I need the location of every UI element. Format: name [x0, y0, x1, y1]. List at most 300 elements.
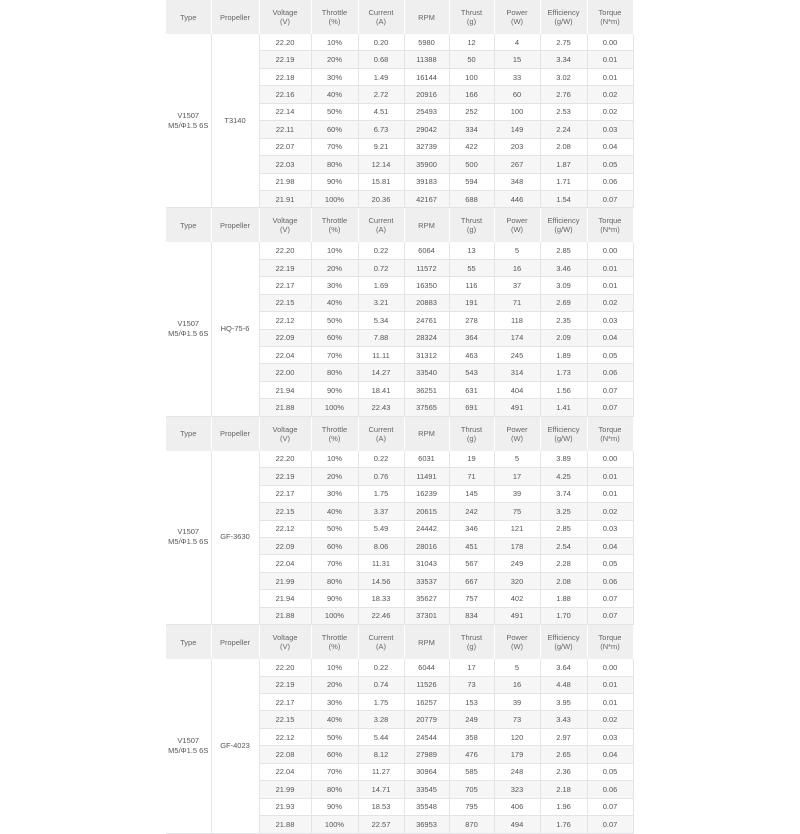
cell-torque: 0.05 — [587, 763, 633, 780]
cell-rpm: 24442 — [404, 520, 449, 537]
cell-efficiency: 2.09 — [540, 329, 587, 346]
cell-throttle: 60% — [311, 537, 358, 554]
cell-voltage: 22.04 — [259, 763, 311, 780]
cell-throttle: 100% — [311, 607, 358, 624]
cell-power: 402 — [494, 590, 540, 607]
cell-torque: 0.05 — [587, 555, 633, 572]
cell-rpm: 6031 — [404, 451, 449, 468]
cell-efficiency: 2.85 — [540, 242, 587, 259]
cell-rpm: 31312 — [404, 347, 449, 364]
cell-thrust: 631 — [449, 381, 494, 398]
cell-throttle: 80% — [311, 364, 358, 381]
cell-current: 3.28 — [358, 711, 404, 728]
motor-test-table — [166, 0, 634, 834]
cell-thrust: 691 — [449, 399, 494, 416]
cell-throttle: 100% — [311, 190, 358, 207]
cell-power: 17 — [494, 468, 540, 485]
header-type: Type — [166, 625, 211, 660]
header-power: Power (W) — [494, 208, 540, 243]
cell-current: 0.72 — [358, 259, 404, 276]
cell-torque: 0.03 — [587, 728, 633, 745]
table-row — [166, 34, 633, 51]
table-row — [166, 659, 633, 676]
cell-thrust: 667 — [449, 572, 494, 589]
header-type: Type — [166, 208, 211, 243]
cell-power: 71 — [494, 294, 540, 311]
cell-efficiency: 2.35 — [540, 312, 587, 329]
cell-torque: 0.00 — [587, 34, 633, 51]
cell-voltage: 22.04 — [259, 555, 311, 572]
cell-power: 248 — [494, 763, 540, 780]
cell-rpm: 16144 — [404, 68, 449, 85]
cell-throttle: 80% — [311, 156, 358, 173]
cell-torque: 0.03 — [587, 312, 633, 329]
cell-thrust: 252 — [449, 103, 494, 120]
header-thrust: Thrust (g) — [449, 416, 494, 451]
table-row — [166, 451, 633, 468]
cell-throttle: 20% — [311, 468, 358, 485]
cell-thrust: 757 — [449, 590, 494, 607]
cell-thrust: 705 — [449, 781, 494, 798]
cell-throttle: 10% — [311, 659, 358, 676]
header-row — [166, 208, 633, 243]
header-throttle: Throttle (%) — [311, 416, 358, 451]
cell-voltage: 22.14 — [259, 103, 311, 120]
cell-rpm: 16257 — [404, 694, 449, 711]
cell-rpm: 36251 — [404, 381, 449, 398]
cell-rpm: 16350 — [404, 277, 449, 294]
cell-throttle: 30% — [311, 277, 358, 294]
cell-torque: 0.06 — [587, 572, 633, 589]
cell-rpm: 11491 — [404, 468, 449, 485]
cell-throttle: 50% — [311, 520, 358, 537]
cell-current: 1.75 — [358, 694, 404, 711]
cell-thrust: 364 — [449, 329, 494, 346]
cell-throttle: 60% — [311, 329, 358, 346]
cell-current: 5.44 — [358, 728, 404, 745]
cell-torque: 0.00 — [587, 242, 633, 259]
cell-throttle: 90% — [311, 381, 358, 398]
cell-voltage: 22.20 — [259, 242, 311, 259]
cell-current: 6.73 — [358, 121, 404, 138]
cell-torque: 0.04 — [587, 537, 633, 554]
cell-torque: 0.01 — [587, 277, 633, 294]
cell-efficiency: 1.71 — [540, 173, 587, 190]
header-throttle: Throttle (%) — [311, 625, 358, 660]
header-propeller: Propeller — [211, 625, 259, 660]
cell-thrust: 476 — [449, 746, 494, 763]
header-current: Current (A) — [358, 625, 404, 660]
cell-power: 5 — [494, 659, 540, 676]
cell-thrust: 567 — [449, 555, 494, 572]
cell-power: 39 — [494, 485, 540, 502]
motor-type-cell: V1507 M5/Φ1.5 6S — [166, 659, 211, 833]
cell-torque: 0.07 — [587, 190, 633, 207]
cell-thrust: 50 — [449, 51, 494, 68]
header-voltage: Voltage (V) — [259, 0, 311, 34]
cell-power: 149 — [494, 121, 540, 138]
cell-voltage: 22.17 — [259, 694, 311, 711]
cell-power: 203 — [494, 138, 540, 155]
cell-thrust: 191 — [449, 294, 494, 311]
cell-thrust: 55 — [449, 259, 494, 276]
cell-voltage: 22.20 — [259, 659, 311, 676]
cell-voltage: 22.19 — [259, 676, 311, 693]
cell-voltage: 21.88 — [259, 399, 311, 416]
header-propeller: Propeller — [211, 208, 259, 243]
cell-voltage: 21.98 — [259, 173, 311, 190]
motor-type-cell: V1507 M5/Φ1.5 6S — [166, 451, 211, 625]
cell-thrust: 73 — [449, 676, 494, 693]
header-rpm: RPM — [404, 416, 449, 451]
cell-torque: 0.01 — [587, 51, 633, 68]
cell-throttle: 10% — [311, 34, 358, 51]
cell-voltage: 22.19 — [259, 468, 311, 485]
cell-rpm: 5980 — [404, 34, 449, 51]
cell-voltage: 22.15 — [259, 711, 311, 728]
cell-throttle: 90% — [311, 590, 358, 607]
cell-efficiency: 2.24 — [540, 121, 587, 138]
cell-current: 0.74 — [358, 676, 404, 693]
cell-thrust: 71 — [449, 468, 494, 485]
cell-voltage: 22.00 — [259, 364, 311, 381]
cell-efficiency: 2.85 — [540, 520, 587, 537]
cell-voltage: 22.20 — [259, 451, 311, 468]
cell-torque: 0.07 — [587, 798, 633, 815]
cell-torque: 0.05 — [587, 347, 633, 364]
cell-current: 14.27 — [358, 364, 404, 381]
cell-thrust: 334 — [449, 121, 494, 138]
cell-current: 18.33 — [358, 590, 404, 607]
cell-power: 491 — [494, 607, 540, 624]
cell-power: 16 — [494, 676, 540, 693]
cell-throttle: 20% — [311, 51, 358, 68]
cell-voltage: 22.09 — [259, 329, 311, 346]
header-propeller: Propeller — [211, 0, 259, 34]
cell-efficiency: 2.36 — [540, 763, 587, 780]
cell-power: 60 — [494, 86, 540, 103]
cell-power: 16 — [494, 259, 540, 276]
cell-current: 3.21 — [358, 294, 404, 311]
cell-power: 15 — [494, 51, 540, 68]
cell-rpm: 42167 — [404, 190, 449, 207]
cell-efficiency: 3.09 — [540, 277, 587, 294]
cell-torque: 0.03 — [587, 520, 633, 537]
cell-efficiency: 2.08 — [540, 572, 587, 589]
cell-power: 121 — [494, 520, 540, 537]
cell-voltage: 22.19 — [259, 259, 311, 276]
cell-current: 14.56 — [358, 572, 404, 589]
cell-thrust: 594 — [449, 173, 494, 190]
cell-power: 406 — [494, 798, 540, 815]
cell-voltage: 22.17 — [259, 277, 311, 294]
cell-voltage: 22.12 — [259, 312, 311, 329]
cell-efficiency: 3.34 — [540, 51, 587, 68]
cell-voltage: 22.20 — [259, 34, 311, 51]
cell-voltage: 22.16 — [259, 86, 311, 103]
cell-efficiency: 1.87 — [540, 156, 587, 173]
cell-voltage: 22.11 — [259, 121, 311, 138]
cell-power: 75 — [494, 503, 540, 520]
cell-efficiency: 1.89 — [540, 347, 587, 364]
cell-thrust: 500 — [449, 156, 494, 173]
cell-throttle: 40% — [311, 86, 358, 103]
cell-voltage: 22.15 — [259, 503, 311, 520]
cell-efficiency: 2.28 — [540, 555, 587, 572]
header-voltage: Voltage (V) — [259, 208, 311, 243]
propeller-cell: HQ-75-6 — [211, 242, 259, 416]
cell-torque: 0.02 — [587, 503, 633, 520]
cell-torque: 0.05 — [587, 156, 633, 173]
cell-power: 267 — [494, 156, 540, 173]
propeller-cell: GF-4023 — [211, 659, 259, 833]
cell-efficiency: 2.54 — [540, 537, 587, 554]
cell-thrust: 100 — [449, 68, 494, 85]
cell-throttle: 50% — [311, 728, 358, 745]
cell-power: 245 — [494, 347, 540, 364]
cell-current: 0.68 — [358, 51, 404, 68]
cell-rpm: 24544 — [404, 728, 449, 745]
cell-thrust: 242 — [449, 503, 494, 520]
cell-throttle: 80% — [311, 781, 358, 798]
cell-rpm: 11388 — [404, 51, 449, 68]
cell-efficiency: 1.73 — [540, 364, 587, 381]
cell-torque: 0.01 — [587, 485, 633, 502]
cell-power: 494 — [494, 816, 540, 833]
cell-rpm: 33537 — [404, 572, 449, 589]
cell-efficiency: 1.54 — [540, 190, 587, 207]
cell-torque: 0.07 — [587, 381, 633, 398]
cell-power: 118 — [494, 312, 540, 329]
cell-current: 0.76 — [358, 468, 404, 485]
cell-efficiency: 3.89 — [540, 451, 587, 468]
header-efficiency: Efficiency (g/W) — [540, 625, 587, 660]
cell-voltage: 21.88 — [259, 607, 311, 624]
cell-rpm: 25493 — [404, 103, 449, 120]
header-row — [166, 625, 633, 660]
cell-thrust: 346 — [449, 520, 494, 537]
cell-power: 100 — [494, 103, 540, 120]
table-row — [166, 242, 633, 259]
cell-efficiency: 2.97 — [540, 728, 587, 745]
cell-power: 4 — [494, 34, 540, 51]
header-propeller: Propeller — [211, 416, 259, 451]
cell-power: 348 — [494, 173, 540, 190]
cell-current: 14.71 — [358, 781, 404, 798]
cell-voltage: 22.07 — [259, 138, 311, 155]
cell-current: 0.22 — [358, 451, 404, 468]
cell-current: 3.37 — [358, 503, 404, 520]
cell-efficiency: 2.18 — [540, 781, 587, 798]
cell-current: 2.72 — [358, 86, 404, 103]
cell-efficiency: 3.02 — [540, 68, 587, 85]
cell-current: 4.51 — [358, 103, 404, 120]
cell-efficiency: 1.41 — [540, 399, 587, 416]
header-throttle: Throttle (%) — [311, 208, 358, 243]
cell-power: 491 — [494, 399, 540, 416]
cell-thrust: 834 — [449, 607, 494, 624]
cell-efficiency: 3.95 — [540, 694, 587, 711]
cell-power: 249 — [494, 555, 540, 572]
cell-efficiency: 1.70 — [540, 607, 587, 624]
cell-rpm: 11526 — [404, 676, 449, 693]
cell-throttle: 100% — [311, 816, 358, 833]
cell-power: 37 — [494, 277, 540, 294]
cell-thrust: 19 — [449, 451, 494, 468]
cell-torque: 0.01 — [587, 676, 633, 693]
cell-throttle: 100% — [311, 399, 358, 416]
cell-voltage: 22.12 — [259, 520, 311, 537]
header-throttle: Throttle (%) — [311, 0, 358, 34]
cell-torque: 0.00 — [587, 659, 633, 676]
cell-thrust: 463 — [449, 347, 494, 364]
cell-thrust: 688 — [449, 190, 494, 207]
cell-rpm: 20883 — [404, 294, 449, 311]
header-power: Power (W) — [494, 625, 540, 660]
cell-power: 5 — [494, 242, 540, 259]
cell-rpm: 11572 — [404, 259, 449, 276]
cell-efficiency: 2.69 — [540, 294, 587, 311]
cell-current: 11.27 — [358, 763, 404, 780]
header-voltage: Voltage (V) — [259, 416, 311, 451]
cell-voltage: 22.03 — [259, 156, 311, 173]
cell-voltage: 22.08 — [259, 746, 311, 763]
cell-rpm: 35900 — [404, 156, 449, 173]
cell-rpm: 32739 — [404, 138, 449, 155]
header-row — [166, 0, 633, 34]
cell-torque: 0.07 — [587, 607, 633, 624]
cell-throttle: 40% — [311, 503, 358, 520]
cell-thrust: 278 — [449, 312, 494, 329]
cell-torque: 0.03 — [587, 121, 633, 138]
cell-thrust: 358 — [449, 728, 494, 745]
header-power: Power (W) — [494, 0, 540, 34]
cell-current: 0.22 — [358, 659, 404, 676]
header-efficiency: Efficiency (g/W) — [540, 416, 587, 451]
cell-efficiency: 3.25 — [540, 503, 587, 520]
header-rpm: RPM — [404, 0, 449, 34]
header-torque: Torque (N*m) — [587, 416, 633, 451]
cell-rpm: 6044 — [404, 659, 449, 676]
cell-throttle: 50% — [311, 312, 358, 329]
cell-thrust: 145 — [449, 485, 494, 502]
cell-torque: 0.06 — [587, 364, 633, 381]
cell-torque: 0.04 — [587, 329, 633, 346]
header-efficiency: Efficiency (g/W) — [540, 0, 587, 34]
cell-power: 404 — [494, 381, 540, 398]
cell-current: 22.43 — [358, 399, 404, 416]
cell-voltage: 21.94 — [259, 590, 311, 607]
table-body — [166, 0, 633, 833]
cell-throttle: 30% — [311, 485, 358, 502]
header-efficiency: Efficiency (g/W) — [540, 208, 587, 243]
cell-rpm: 24761 — [404, 312, 449, 329]
cell-thrust: 153 — [449, 694, 494, 711]
cell-current: 22.46 — [358, 607, 404, 624]
cell-efficiency: 4.25 — [540, 468, 587, 485]
cell-rpm: 35627 — [404, 590, 449, 607]
cell-rpm: 16239 — [404, 485, 449, 502]
cell-thrust: 17 — [449, 659, 494, 676]
cell-voltage: 21.93 — [259, 798, 311, 815]
cell-thrust: 422 — [449, 138, 494, 155]
header-torque: Torque (N*m) — [587, 0, 633, 34]
cell-rpm: 20615 — [404, 503, 449, 520]
cell-rpm: 28016 — [404, 537, 449, 554]
cell-rpm: 20916 — [404, 86, 449, 103]
cell-torque: 0.01 — [587, 694, 633, 711]
cell-torque: 0.06 — [587, 173, 633, 190]
cell-rpm: 39183 — [404, 173, 449, 190]
cell-torque: 0.01 — [587, 68, 633, 85]
cell-rpm: 28324 — [404, 329, 449, 346]
cell-efficiency: 3.64 — [540, 659, 587, 676]
cell-current: 0.20 — [358, 34, 404, 51]
cell-torque: 0.07 — [587, 816, 633, 833]
cell-throttle: 10% — [311, 242, 358, 259]
cell-voltage: 21.91 — [259, 190, 311, 207]
cell-rpm: 37565 — [404, 399, 449, 416]
cell-power: 73 — [494, 711, 540, 728]
cell-power: 174 — [494, 329, 540, 346]
cell-current: 9.21 — [358, 138, 404, 155]
cell-throttle: 70% — [311, 763, 358, 780]
propeller-cell: GF-3630 — [211, 451, 259, 625]
header-thrust: Thrust (g) — [449, 0, 494, 34]
cell-efficiency: 3.74 — [540, 485, 587, 502]
cell-torque: 0.04 — [587, 138, 633, 155]
cell-current: 22.57 — [358, 816, 404, 833]
cell-efficiency: 1.76 — [540, 816, 587, 833]
cell-rpm: 36953 — [404, 816, 449, 833]
cell-thrust: 13 — [449, 242, 494, 259]
cell-voltage: 21.88 — [259, 816, 311, 833]
motor-test-table-container — [166, 0, 633, 834]
cell-torque: 0.06 — [587, 781, 633, 798]
cell-efficiency: 3.46 — [540, 259, 587, 276]
cell-torque: 0.00 — [587, 451, 633, 468]
cell-throttle: 60% — [311, 121, 358, 138]
cell-voltage: 22.15 — [259, 294, 311, 311]
cell-current: 11.11 — [358, 347, 404, 364]
header-current: Current (A) — [358, 416, 404, 451]
cell-throttle: 10% — [311, 451, 358, 468]
motor-type-cell: V1507 M5/Φ1.5 6S — [166, 34, 211, 208]
cell-power: 314 — [494, 364, 540, 381]
cell-thrust: 249 — [449, 711, 494, 728]
cell-thrust: 795 — [449, 798, 494, 815]
cell-rpm: 35548 — [404, 798, 449, 815]
cell-throttle: 30% — [311, 68, 358, 85]
cell-throttle: 30% — [311, 694, 358, 711]
cell-power: 120 — [494, 728, 540, 745]
cell-thrust: 870 — [449, 816, 494, 833]
cell-rpm: 20779 — [404, 711, 449, 728]
cell-throttle: 40% — [311, 294, 358, 311]
cell-efficiency: 2.53 — [540, 103, 587, 120]
cell-rpm: 31043 — [404, 555, 449, 572]
cell-voltage: 21.99 — [259, 781, 311, 798]
cell-current: 20.36 — [358, 190, 404, 207]
cell-efficiency: 4.48 — [540, 676, 587, 693]
cell-rpm: 33545 — [404, 781, 449, 798]
cell-voltage: 21.94 — [259, 381, 311, 398]
cell-efficiency: 1.96 — [540, 798, 587, 815]
cell-current: 7.88 — [358, 329, 404, 346]
cell-current: 8.06 — [358, 537, 404, 554]
cell-efficiency: 2.65 — [540, 746, 587, 763]
cell-power: 323 — [494, 781, 540, 798]
